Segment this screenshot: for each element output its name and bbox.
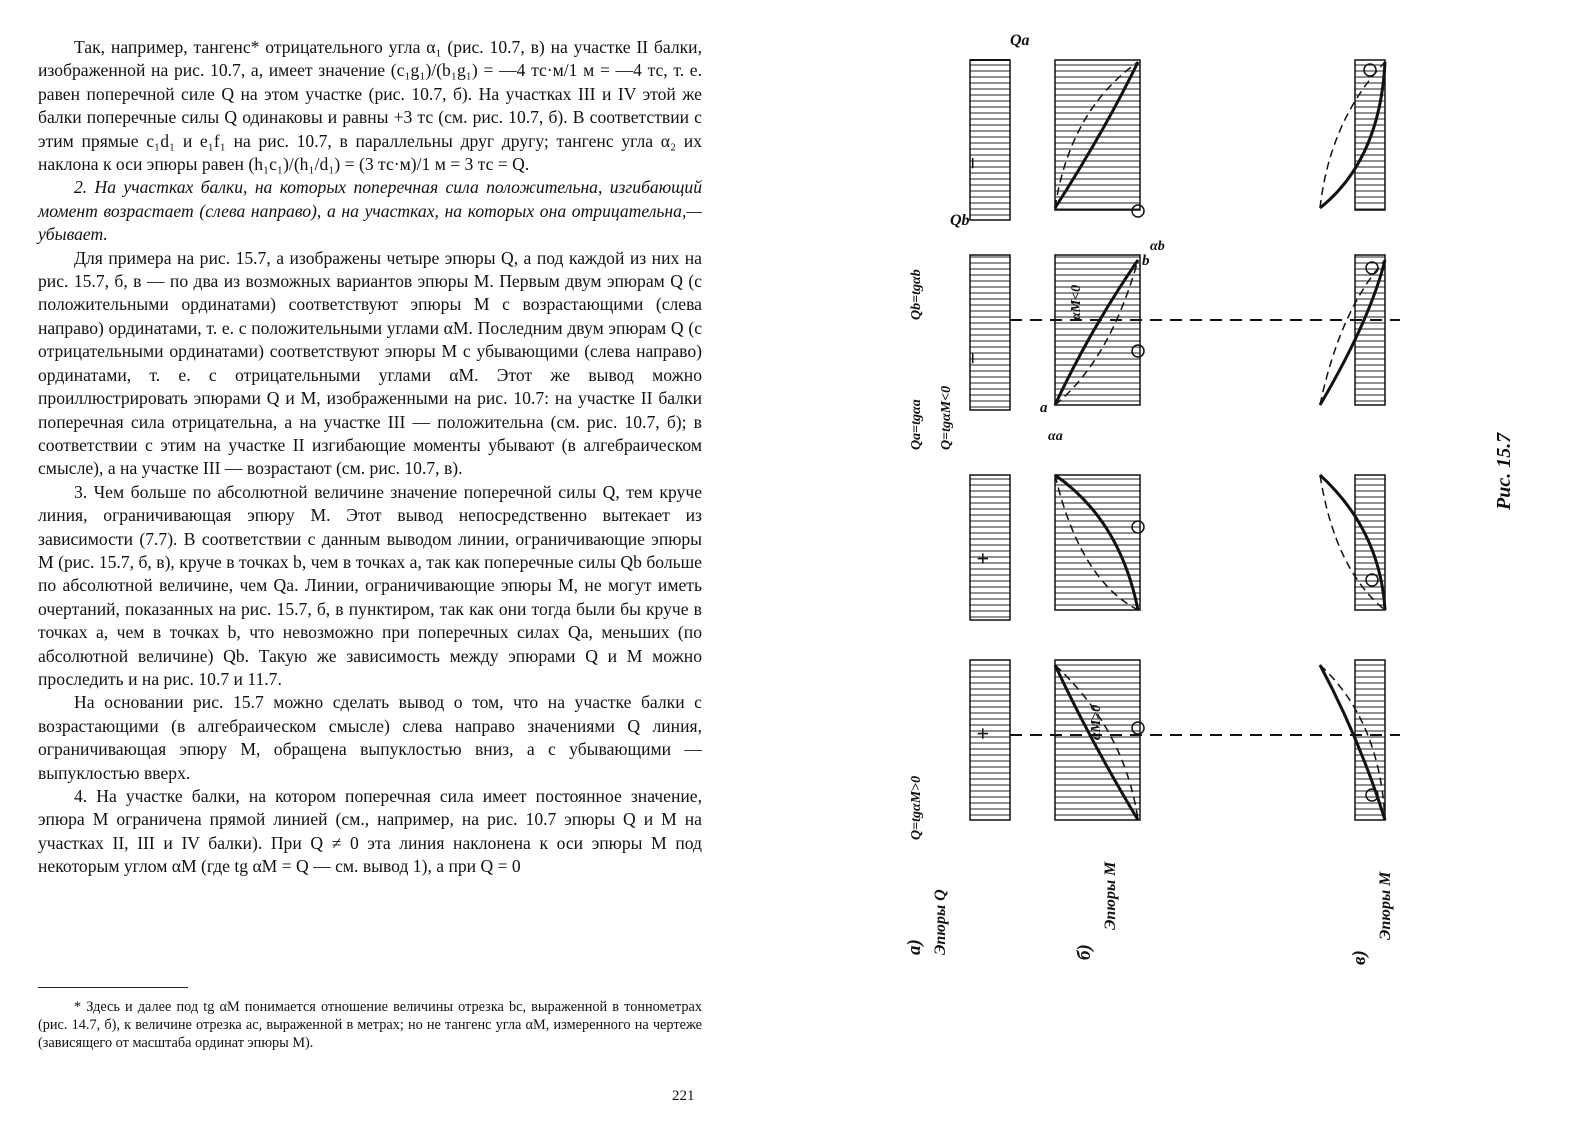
label-alpha-b: αb — [1150, 239, 1165, 254]
m-diagram-b2 — [1055, 255, 1144, 405]
label-qa: Qa — [1010, 32, 1030, 49]
m-diagrams-title-v: Эпюры M — [1377, 871, 1394, 940]
panel-a-label: а) — [904, 939, 925, 955]
sign-plus-1: + — [970, 552, 995, 565]
label-q-tg-neg: Q=tgαM<0 — [939, 385, 954, 450]
label-alpha-a: αa — [1048, 429, 1063, 444]
figure-15-7 — [880, 20, 1580, 1140]
paragraph-6: 4. На участке балки, на котором поперечная сила имеет постоянное значение, эпюра M ограничена прямой линией (см., например, на рис. 10.7 эпюры Q и M на участках II, III и IV балки). При Q ≠ 0 эта линия наклонена к оси эпюры M под некоторым углом αM (где tg αM = Q — см. вывод 1), а при Q = 0 — [38, 786, 702, 877]
m-diagram-v2 — [1320, 255, 1385, 405]
label-qa-tg: Qa=tgαa — [909, 399, 924, 450]
paragraph-2 — [38, 176, 702, 246]
page-number: 221 — [672, 1088, 695, 1104]
q-diagram-2 — [970, 255, 1010, 410]
sign-minus-1: − — [960, 156, 985, 170]
q-diagram-3 — [970, 475, 1010, 620]
m-diagram-b1 — [1055, 60, 1144, 217]
m-diagram-v4 — [1320, 660, 1385, 820]
text-column — [38, 36, 702, 879]
m-diagram-b3 — [1055, 475, 1144, 610]
sign-plus-2: + — [970, 727, 995, 740]
label-point-b: b — [1142, 253, 1150, 269]
paragraph-1: Так, например, тангенс* отрицательного угла α₁ (рис. 10.7, в) на участке II балки, изображенной на рис. 10.7, а, имеет значение (c₁g₁)/(b₁g₁) = —4 тс·м/1 м = —4 тс, т. е. равен поперечной силе Q на этом участке (рис. 10.7, б). На участках III и IV этой же балки поперечные силы Q одинаковы и равны +3 тс (см. рис. 10.7, б). В соответствии с этим прямые c₁d₁ и e₁f₁ на рис. 10.7, в параллельны друг другу; тангенс угла α₂ их наклона к оси эпюры равен (h₁c₁)/(h₁/d₁) = (3 тс·м)/1 м = 3 тс = Q. — [38, 37, 702, 175]
panel-b-label: б) — [1074, 944, 1095, 960]
m-diagrams-title-b: Эпюры M — [1102, 861, 1119, 930]
conclusion-2-text: 2. На участках балки, на которых поперечная сила положительна, изгибающий момент возрастает (слева направо), а на участках, на которых она отрицательна,— убывает. — [38, 177, 702, 245]
paragraph-5: На основании рис. 15.7 можно сделать вывод о том, что на участке балки с возрастающими (в алгебраическом смысле) слева направо значениями Q линия, ограничивающая эпюру M, обращена выпуклостью вниз, а с убывающими — выпуклостью вверх. — [38, 692, 702, 783]
q-diagrams-title: Эпюры Q — [932, 889, 949, 955]
paragraph-4: 3. Чем больше по абсолютной величине значение поперечной силы Q, тем круче линия, ограничивающая эпюру M. Этот вывод непосредственно вытекает из зависимости (7.7). В соответствии с данным выводом линии, ограничивающие эпюры M (рис. 15.7, б, в), круче в точках b, чем в точках a, так как поперечные силы Qb больше по абсолютной величине, чем Qa. Линии, ограничивающие эпюры M, не могут иметь очертаний, показанных на рис. 15.7, б, в пунктиром, так как они тогда были бы круче в точках a, чем в точках b, что невозможно при поперечных силах Qa, меньших (по абсолютной величине) Qb. Такую же зависимость между эпюрами Q и M можно проследить и на рис. 10.7 и 11.7. — [38, 481, 702, 689]
m-diagram-v3 — [1320, 475, 1385, 610]
label-qb-tg: Qb=tgαb — [909, 269, 924, 320]
label-alpha-neg: αM<0 — [1069, 284, 1084, 320]
label-qb: Qb — [950, 212, 970, 229]
label-alpha-pos: αM>0 — [1089, 704, 1104, 740]
figure-caption: Рис. 15.7 — [1493, 432, 1515, 510]
q-diagram-1 — [970, 60, 1010, 220]
footnote-divider — [38, 987, 188, 988]
label-q-tg-pos: Q=tgαM>0 — [909, 775, 924, 840]
label-point-a: a — [1040, 400, 1048, 416]
footnote: * Здесь и далее под tg αM понимается отношение величины отрезка bc, выраженной в тоннометрах (рис. 14.7, б), к величине отрезка ac, выраженной в метрах; но не тангенс угла αM, измеренного на чертеже (зависящего от масштаба ординат эпюры M). — [38, 999, 702, 1052]
m-diagram-v1 — [1320, 60, 1385, 210]
panel-v-label: в) — [1349, 950, 1370, 965]
paragraph-3: Для примера на рис. 15.7, а изображены четыре эпюры Q, а под каждой из них на рис. 15.7, б, в — по два из возможных вариантов эпюры M. Первым двум эпюрам Q (с положительными ординатами) соответствуют эпюры M с возрастающими (слева направо) ординатами, т. е. с положительными углами αM. Последним двум эпюрам Q (с отрицательными ординатами) соответствуют эпюры M с убывающими (слева направо) ординатами, т. е. с отрицательными углами αM. Этот же вывод можно проиллюстрировать эпюрами Q и M, изображенными на рис. 10.7: на участке II балки поперечная сила отрицательна, а на участке III — положительна (см. рис. 10.7, б); в соответствии с этим на участке II изгибающие моменты убывают (в алгебраическом смысле), а на участке III — возрастают (см. рис. 10.7, в). — [38, 247, 702, 479]
figure-drawing — [880, 20, 1580, 1140]
sign-minus-2: − — [960, 351, 985, 365]
